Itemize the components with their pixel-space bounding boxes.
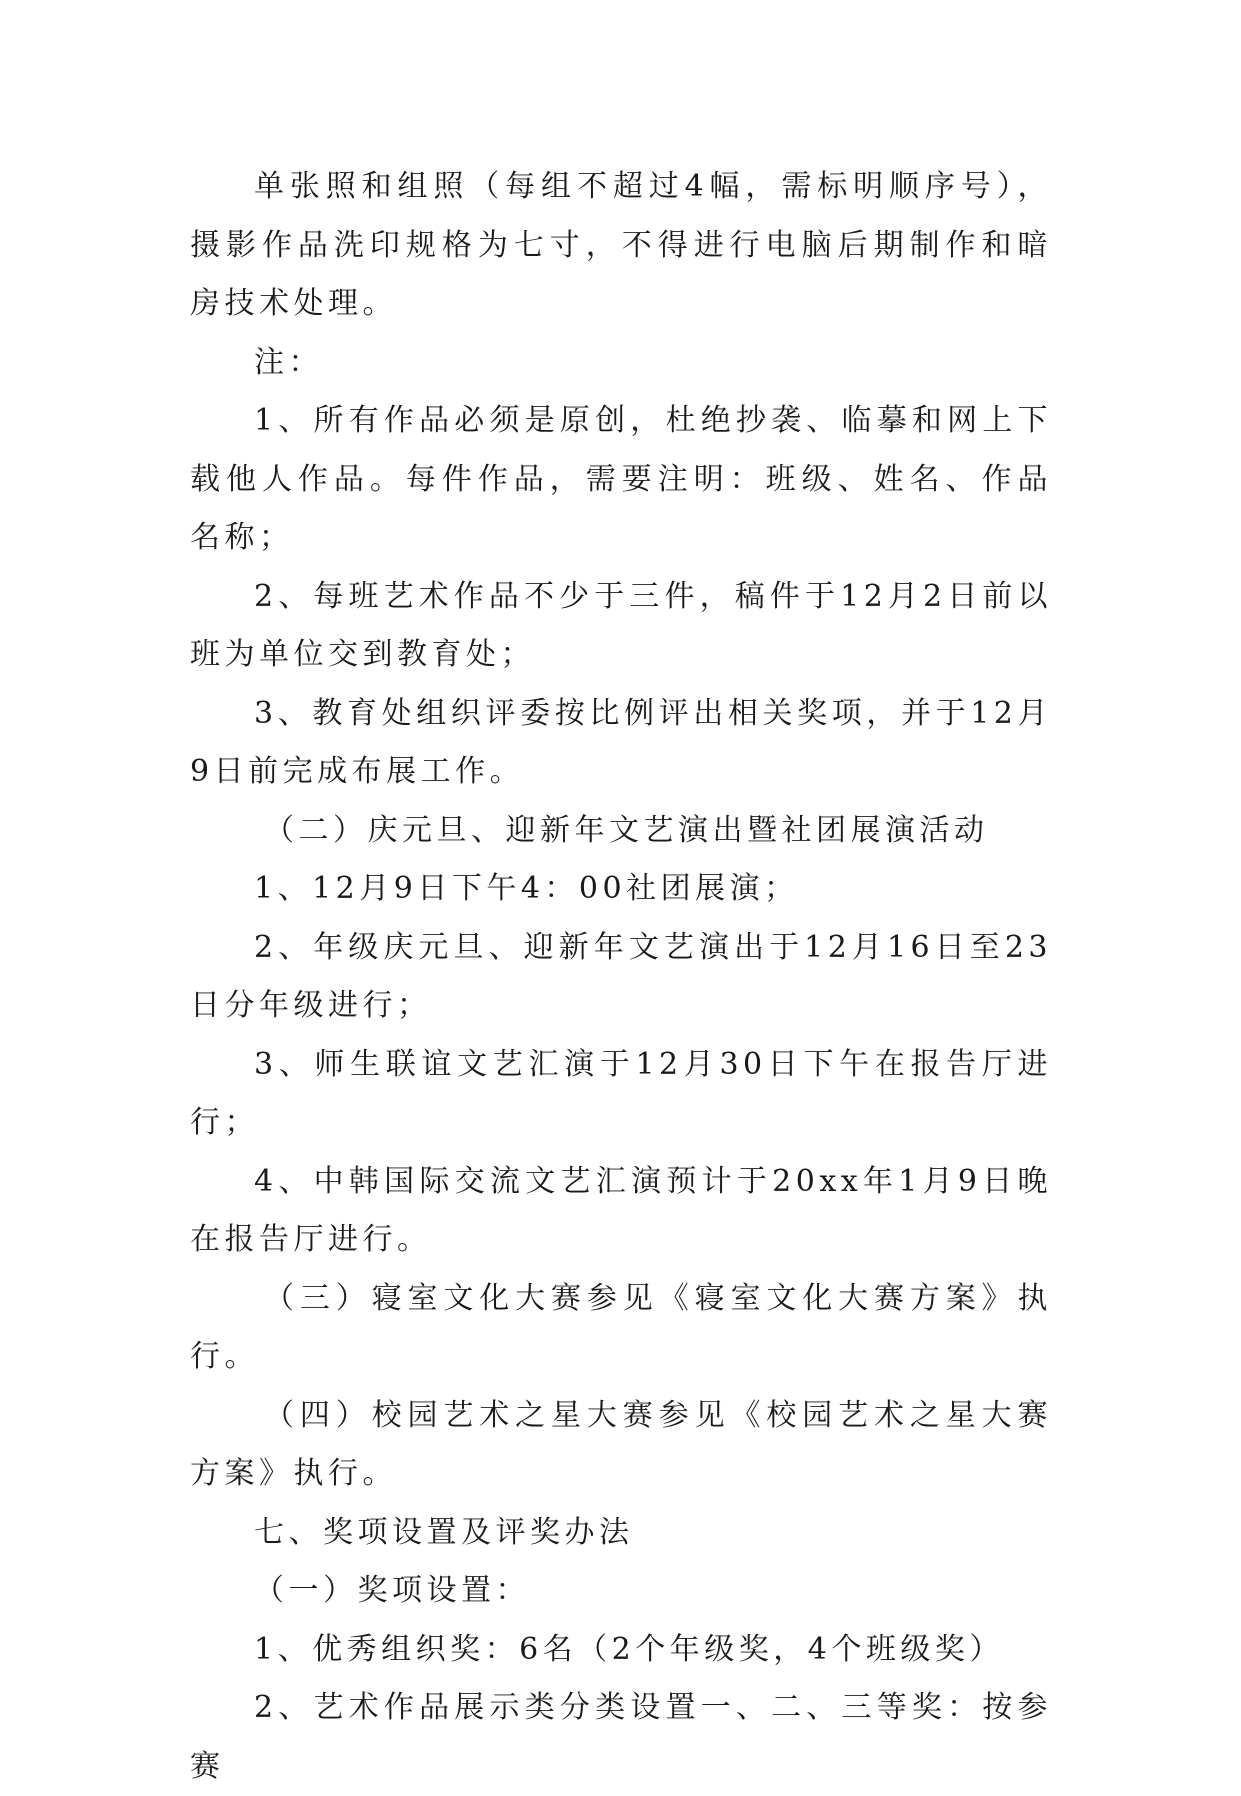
subsection-heading-awards: （一）奖项设置： — [254, 1573, 530, 1608]
section-heading-4: （四）校园艺术之星大赛参见《校园艺术之星大赛方案》执行。 — [190, 1397, 1052, 1491]
paragraph-note-1: 1、所有作品必须是原创，杜绝抄袭、临摹和网上下载他人作品。每件作品，需要注明：班级、姓名、作品名称； — [190, 403, 1052, 555]
paragraph-performance-2: 2、年级庆元旦、迎新年文艺演出于12月16日至23日分年级进行； — [190, 929, 1052, 1023]
section-heading-2: （二）庆元旦、迎新年文艺演出暨社团展演活动 — [264, 812, 989, 848]
section-heading-3: （三）寝室文化大赛参见《寝室文化大赛方案》执行。 — [190, 1280, 1052, 1374]
paragraph-award-1: 1、优秀组织奖：6名（2个年级奖，4个班级奖） — [254, 1631, 1004, 1667]
paragraph-note-3: 3、教育处组织评委按比例评出相关奖项，并于12月9日前完成布展工作。 — [190, 695, 1052, 789]
document-body — [190, 158, 1052, 1796]
chapter-heading-7: 七、奖项设置及评奖办法 — [254, 1514, 634, 1550]
paragraph-award-2: 2、艺术作品展示类分类设置一、二、三等奖：按参赛 — [190, 1690, 1052, 1784]
paragraph-performance-3: 3、师生联谊文艺汇演于12月30日下午在报告厅进行； — [190, 1046, 1052, 1140]
paragraph-note-2: 2、每班艺术作品不少于三件，稿件于12月2日前以班为单位交到教育处； — [190, 578, 1052, 672]
paragraph-note-heading: 注： — [254, 344, 323, 380]
paragraph-performance-1: 1、12月9日下午4：00社团展演； — [254, 871, 799, 906]
paragraph-performance-4: 4、中韩国际交流文艺汇演预计于20xx年1月9日晚在报告厅进行。 — [190, 1163, 1052, 1257]
paragraph-photo-spec: 单张照和组照（每组不超过4幅，需标明顺序号），摄影作品洗印规格为七寸，不得进行电脑后期制作和暗房技术处理。 — [190, 169, 1052, 321]
